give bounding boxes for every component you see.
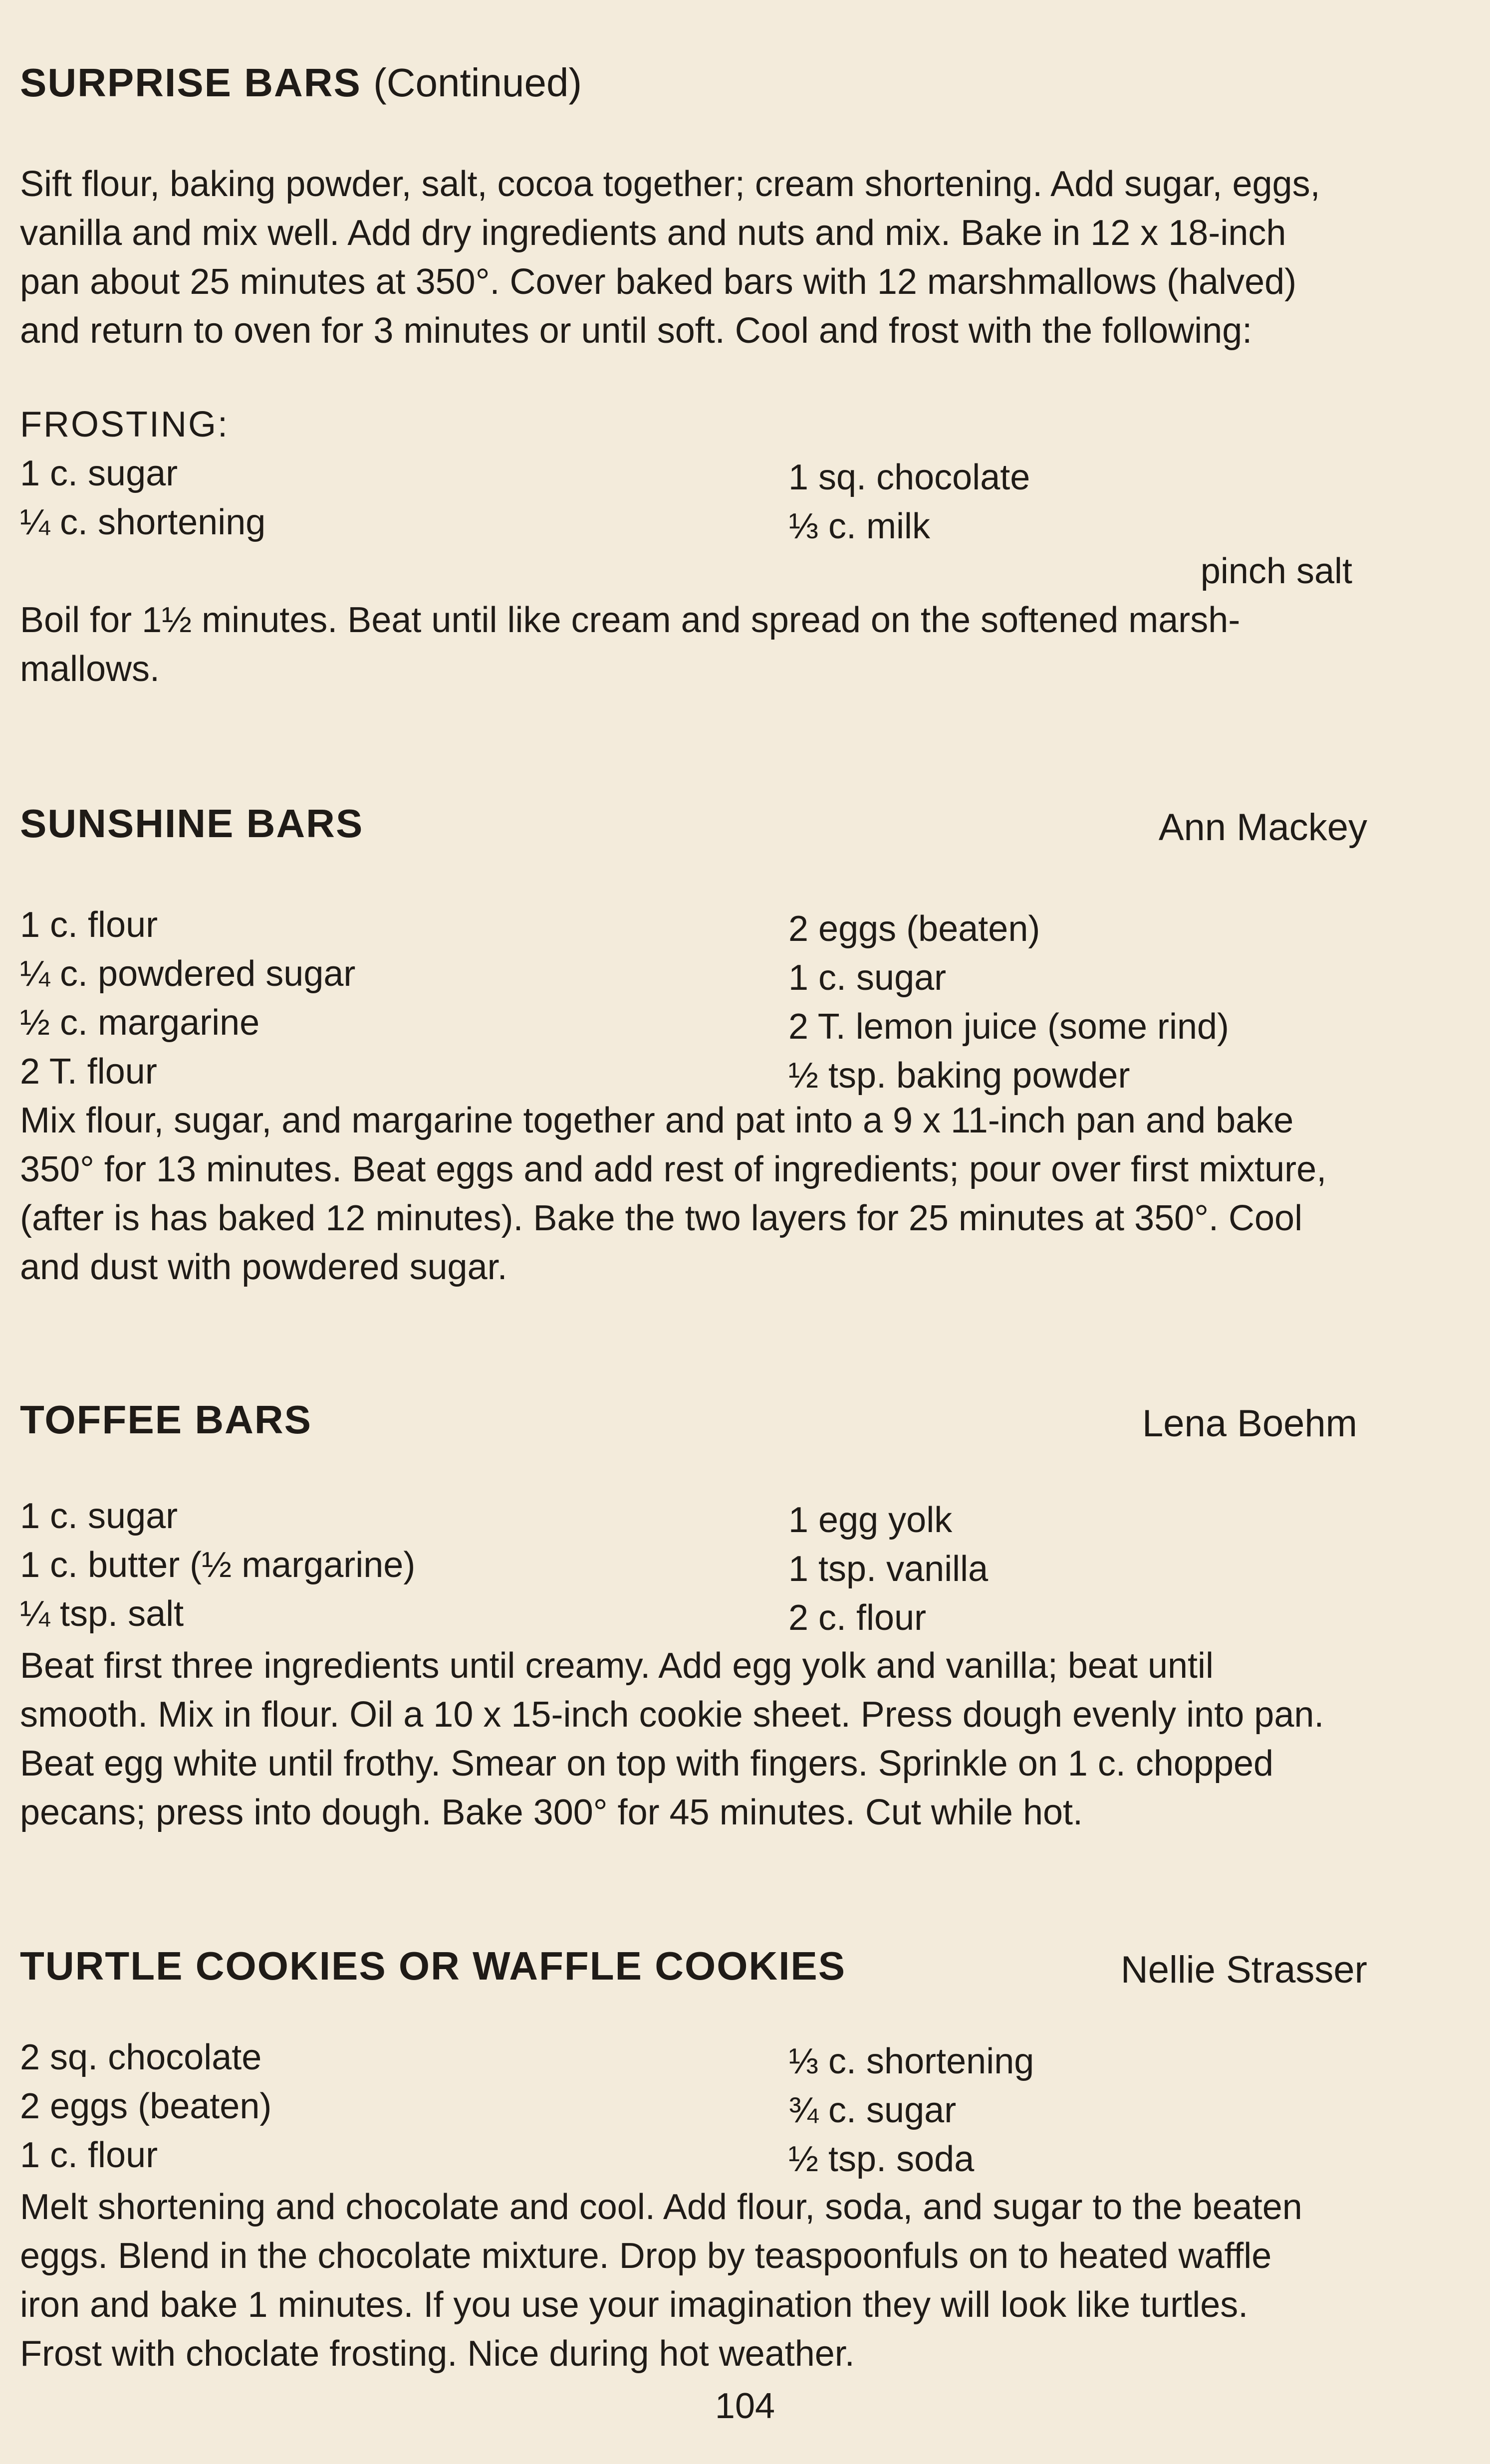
ingredient: ½ tsp. baking powder	[788, 1056, 1130, 1096]
frosting-ingredients	[20, 449, 1367, 547]
ingredient: 1 tsp. vanilla	[788, 1549, 989, 1589]
ingredients-right	[788, 453, 1030, 551]
frosting-label: FROSTING:	[20, 405, 229, 445]
ingredient-list	[20, 900, 1367, 1096]
ingredients-left	[20, 449, 265, 547]
ingredients-left	[20, 900, 355, 1096]
ingredients-right	[788, 2037, 1034, 2184]
ingredient: 1 c. flour	[20, 905, 158, 945]
ingredient-list	[20, 2033, 1367, 2183]
recipe-directions: Sift flour, baking powder, salt, cocoa together; cream shortening. Add sugar, eggs, vanilla and mix well. Add dry ingredients and nuts and mix. Bake in 12 x 18-inch pan about 25 minutes at 350°. Cover baked bars with 12 marshmallows (halved) and return to oven for 3 minutes or until soft. Cool and frost with the following:	[20, 164, 1320, 351]
recipe-author: Ann Mackey	[1158, 806, 1367, 849]
recipe-surprise-bars	[20, 60, 1367, 693]
ingredient: 2 eggs (beaten)	[788, 909, 1040, 949]
ingredient: 2 c. flour	[788, 1598, 927, 1638]
ingredient-list	[20, 1492, 1367, 1641]
ingredients-right	[788, 1496, 988, 1642]
ingredient: ¾ c. sugar	[788, 2090, 957, 2130]
recipe-directions: Beat first three ingredients until creamy. Add egg yolk and vanilla; beat until smooth. Mix in flour. Oil a 10 x 15-inch cookie sheet. Press dough evenly into pan. Beat egg white until frothy. Smear on top with fingers. Sprinkle on 1 c. chopped pecans; press into dough. Bake 300° for 45 minutes. Cut while hot.	[20, 1646, 1324, 1832]
recipe-header	[20, 1943, 1367, 1998]
recipe-author: Lena Boehm	[1142, 1402, 1357, 1445]
ingredient: 2 eggs (beaten)	[20, 2086, 272, 2126]
recipe-title: SUNSHINE BARS	[20, 801, 364, 846]
recipe-title: TURTLE COOKIES OR WAFFLE COOKIES	[20, 1944, 846, 1988]
ingredient: ¼ c. shortening	[20, 502, 266, 542]
ingredient: 1 c. sugar	[788, 958, 947, 998]
recipe-header	[20, 60, 1367, 115]
ingredient: 1 c. butter (½ margarine)	[20, 1545, 416, 1585]
ingredients-left	[20, 2033, 271, 2180]
ingredient: ½ c. margarine	[20, 1003, 260, 1043]
ingredient: ¼ tsp. salt	[20, 1594, 184, 1634]
ingredient: 1 sq. chocolate	[788, 457, 1030, 497]
ingredient: 2 T. flour	[20, 1052, 157, 1092]
recipe-header	[20, 1397, 1367, 1452]
ingredient: 1 egg yolk	[788, 1500, 953, 1540]
ingredient: 2 T. lemon juice (some rind)	[788, 1007, 1230, 1047]
ingredient: ¼ c. powdered sugar	[20, 954, 356, 994]
ingredients-right	[788, 904, 1229, 1100]
ingredient: pinch salt	[1200, 551, 1352, 591]
recipe-toffee-bars	[20, 1397, 1367, 1837]
ingredient: ⅓ c. shortening	[788, 2041, 1034, 2081]
recipe-title: SURPRISE BARS (Continued)	[20, 60, 582, 105]
recipe-turtle-cookies	[20, 1943, 1367, 2378]
recipe-directions: Melt shortening and chocolate and cool. Add flour, soda, and sugar to the beaten eggs. Blend in the chocolate mixture. Drop by teaspoonfuls on to heated waffle iron and bake 1 minutes. If you use your imagination they will look like turtles. Frost with choclate frosting. Nice during hot weather.	[20, 2187, 1302, 2374]
recipe-title: TOFFEE BARS	[20, 1397, 312, 1442]
recipe-author: Nellie Strasser	[1120, 1949, 1367, 1991]
recipe-sunshine-bars	[20, 801, 1367, 1292]
ingredient: 1 c. flour	[20, 2135, 158, 2175]
ingredient: ½ tsp. soda	[788, 2139, 975, 2179]
recipe-directions: Mix flour, sugar, and margarine together and pat into a 9 x 11-inch pan and bake 350° for 13 minutes. Beat eggs and add rest of ingredients; pour over first mixture, (after is has baked 12 minutes). Bake the two layers for 25 minutes at 350°. Cool and dust with powdered sugar.	[20, 1101, 1327, 1287]
ingredient: 1 c. sugar	[20, 453, 178, 493]
continued-label: (Continued)	[373, 60, 582, 105]
ingredient: 2 sq. chocolate	[20, 2037, 262, 2077]
frosting-directions: Boil for 1½ minutes. Beat until like cream and spread on the softened marsh- mallows.	[20, 600, 1241, 689]
ingredient: ⅓ c. milk	[788, 506, 931, 546]
ingredients-left	[20, 1492, 415, 1638]
recipe-header	[20, 801, 1367, 856]
page-number: 104	[715, 2386, 775, 2426]
ingredient: 1 c. sugar	[20, 1496, 178, 1536]
